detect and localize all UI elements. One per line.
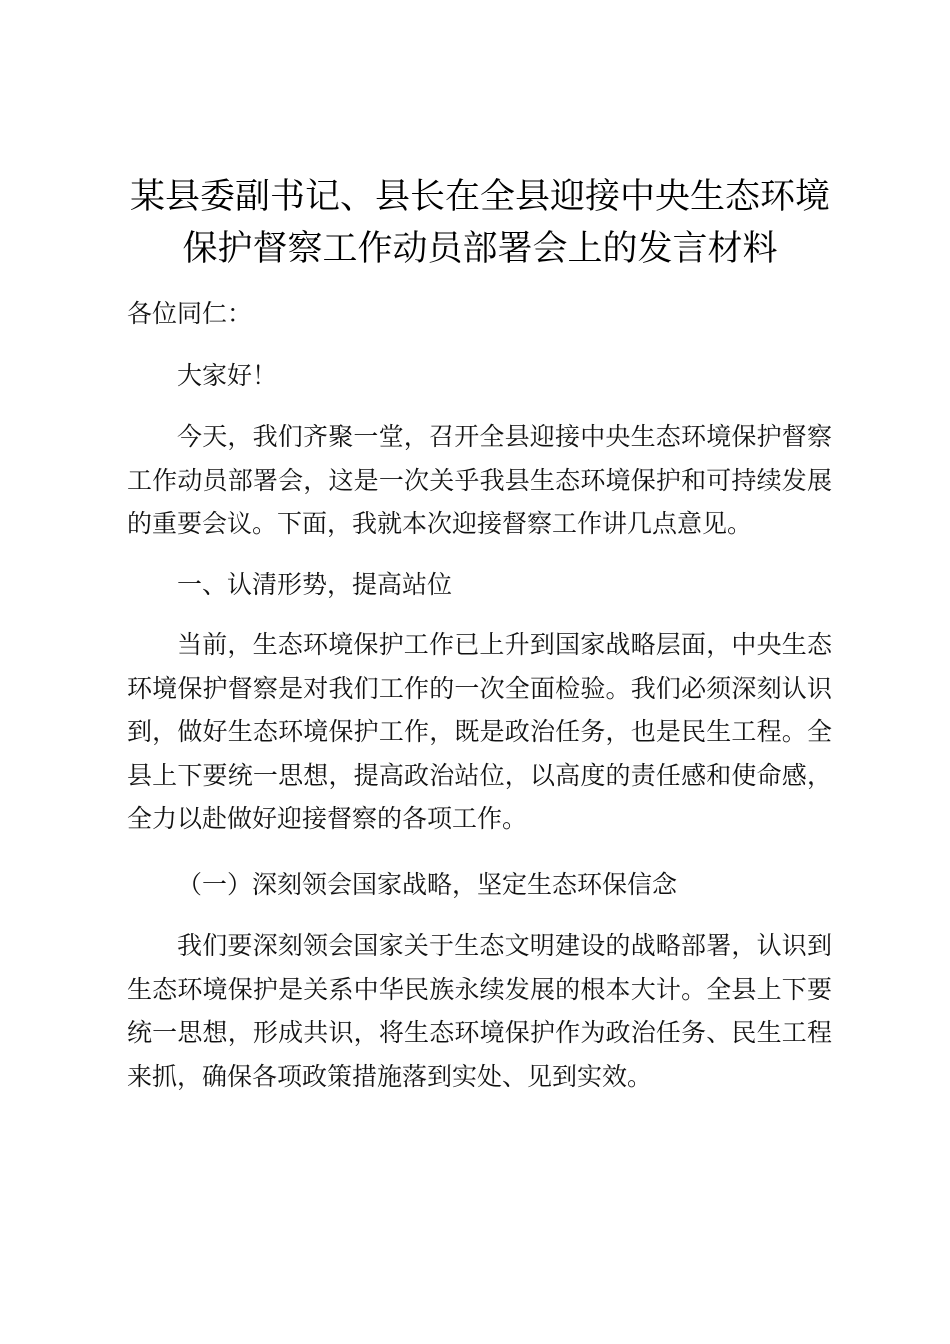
salutation: 各位同仁： [127,299,253,328]
document-title-line-2: 保护督察工作动员部署会上的发言材料 [182,229,778,269]
subsection-heading-1: （一）深刻领会国家战略，坚定生态环保信念 [177,870,678,899]
paragraph-intro: 今天，我们齐聚一堂，召开全县迎接中央生态环境保护督察工作动员部署会，这是一次关乎我县生态环境保护和可持续发展的重要会议。下面，我就本次迎接督察工作讲几点意见。 [127,422,832,538]
greeting: 大家好！ [177,361,278,390]
section-heading-1: 一、认清形势，提高站位 [177,570,453,599]
document-title-line-1: 某县委副书记、县长在全县迎接中央生态环境 [129,177,830,217]
paragraph-strategy: 我们要深刻领会国家关于生态文明建设的战略部署，认识到生态环境保护是关系中华民族永续发展的根本大计。全县上下要统一思想，形成共识，将生态环境保护作为政治任务、民生工程来抓，确保各项政策措施落到实处、见到实效。 [127,931,832,1091]
paragraph-situation: 当前，生态环境保护工作已上升到国家战略层面，中央生态环境保护督察是对我们工作的一次全面检验。我们必须深刻认识到，做好生态环境保护工作，既是政治任务，也是民生工程。全县上下要统一思想，提高政治站位，以高度的责任感和使命感，全力以赴做好迎接督察的各项工作。 [127,630,832,833]
